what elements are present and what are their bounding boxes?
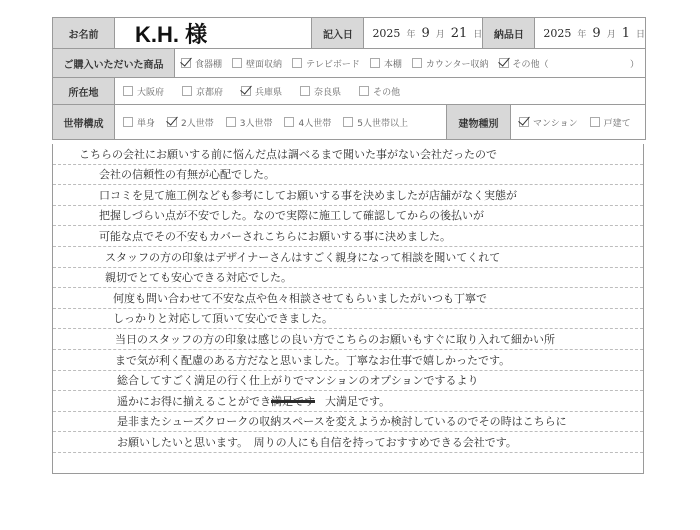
delivery-day-unit: 日 bbox=[635, 29, 645, 40]
household-options bbox=[115, 105, 447, 139]
delivery-month-unit: 月 bbox=[606, 29, 616, 40]
option-bookshelf[interactable]: 本棚 bbox=[370, 57, 402, 70]
comment-line: 把握しづらい点が不安でした。なので実際に施工して確認してからの後払いが bbox=[53, 206, 643, 227]
checkbox[interactable] bbox=[590, 117, 600, 127]
comment-text: 遥かにお得に揃えることができ bbox=[117, 394, 271, 408]
comment-line: お願いしたいと思います。 周りの人にも自信を持っておすすめできる会社です。 bbox=[53, 432, 643, 453]
filled-year-unit: 年 bbox=[406, 29, 416, 40]
location-options bbox=[115, 78, 645, 104]
checkbox[interactable] bbox=[292, 58, 302, 68]
delivery-year: 2025 bbox=[543, 26, 572, 40]
household-label: 世帯構成 bbox=[53, 105, 115, 139]
delivery-month: 9 bbox=[592, 25, 601, 41]
comment-line: 口コミを見て施工例なども参考にしてお願いする事を決めましたが店舗がなく実態が bbox=[53, 185, 643, 206]
checkbox[interactable] bbox=[412, 58, 422, 68]
checkbox-checked[interactable] bbox=[519, 117, 529, 127]
filled-date bbox=[364, 18, 483, 48]
comment-line: 総合してすごく満足の行く仕上がりでマンションのオプションでするより bbox=[53, 371, 643, 392]
delivery-date-label: 納品日 bbox=[483, 18, 535, 48]
checkbox-checked[interactable] bbox=[499, 58, 509, 68]
comment-line: こちらの会社にお願いする前に悩んだ点は調べるまで聞いた事がない会社だったので bbox=[53, 144, 643, 165]
checkbox[interactable] bbox=[182, 86, 192, 96]
comment-line: 当日のスタッフの方の印象は感じの良い方でこちらのお願いもすぐに取り入れて細かい所 bbox=[53, 329, 643, 350]
option-other[interactable]: その他（ bbox=[499, 57, 549, 70]
comment-line: スタッフの方の印象はデザイナーさんはすごく親身になって相談を聞いてくれて bbox=[53, 247, 643, 268]
checkbox-checked[interactable] bbox=[241, 86, 251, 96]
option-wall-storage[interactable]: 壁面収納 bbox=[232, 57, 282, 70]
filled-year: 2025 bbox=[372, 26, 401, 40]
comment-area bbox=[52, 144, 644, 474]
option-osaka[interactable]: 大阪府 bbox=[123, 85, 164, 98]
checkbox[interactable] bbox=[232, 58, 242, 68]
products-row bbox=[53, 49, 645, 78]
option-house[interactable]: 戸建て bbox=[590, 116, 631, 129]
building-label: 建物種別 bbox=[447, 105, 511, 139]
option-nara[interactable]: 奈良県 bbox=[300, 85, 341, 98]
option-tv-board[interactable]: テレビボード bbox=[292, 57, 360, 70]
comment-text-tail: 大満足です。 bbox=[325, 394, 391, 408]
filled-month-unit: 月 bbox=[435, 29, 445, 40]
option-mansion[interactable]: マンション bbox=[519, 116, 578, 129]
delivery-date bbox=[535, 18, 645, 48]
filled-month: 9 bbox=[421, 25, 430, 41]
option-counter-storage[interactable]: カウンター収納 bbox=[412, 57, 489, 70]
other-close-paren: ） bbox=[629, 59, 639, 70]
checkbox[interactable] bbox=[284, 117, 294, 127]
filled-day: 21 bbox=[450, 25, 468, 41]
checkbox[interactable] bbox=[226, 117, 236, 127]
struck-text: 満足です bbox=[271, 394, 315, 408]
checkbox[interactable] bbox=[300, 86, 310, 96]
delivery-year-unit: 年 bbox=[577, 29, 587, 40]
comment-line: 何度も問い合わせて不安な点や色々相談させてもらいましたがいつも丁寧で bbox=[53, 288, 643, 309]
comment-line: しっかりと対応して頂いて安心できました。 bbox=[53, 309, 643, 330]
survey-form bbox=[52, 17, 646, 140]
checkbox-checked[interactable] bbox=[181, 58, 191, 68]
name-label: お名前 bbox=[53, 18, 115, 48]
option-single[interactable]: 単身 bbox=[123, 116, 155, 129]
option-other-location[interactable]: その他 bbox=[359, 85, 400, 98]
comment-line: 是非またシューズクロークの収納スペースを変えようか検討しているのでその時はこちらに bbox=[53, 412, 643, 433]
household-row bbox=[53, 105, 645, 139]
delivery-day: 1 bbox=[621, 25, 630, 41]
checkbox[interactable] bbox=[123, 86, 133, 96]
filled-day-unit: 日 bbox=[473, 29, 483, 40]
comment-line: まで気が利く配慮のある方だなと思いました。丁寧なお仕事で嬉しかったです。 bbox=[53, 350, 643, 371]
option-two-person[interactable]: 2人世帯 bbox=[167, 116, 214, 129]
checkbox[interactable] bbox=[370, 58, 380, 68]
checkbox-checked[interactable] bbox=[167, 117, 177, 127]
option-four-person[interactable]: 4人世帯 bbox=[284, 116, 331, 129]
location-label: 所在地 bbox=[53, 78, 115, 104]
building-options bbox=[511, 105, 645, 139]
option-cupboard[interactable]: 食器棚 bbox=[181, 57, 222, 70]
comment-line-with-correction bbox=[53, 391, 643, 412]
name-cell bbox=[115, 18, 312, 48]
products-options bbox=[175, 49, 645, 77]
option-five-plus[interactable]: 5人世帯以上 bbox=[343, 116, 408, 129]
checkbox[interactable] bbox=[123, 117, 133, 127]
customer-name: K.H. 様 bbox=[135, 21, 208, 47]
checkbox[interactable] bbox=[343, 117, 353, 127]
filled-date-label: 記入日 bbox=[312, 18, 364, 48]
checkbox[interactable] bbox=[359, 86, 369, 96]
location-row bbox=[53, 78, 645, 105]
option-three-person[interactable]: 3人世帯 bbox=[226, 116, 273, 129]
comment-line-empty bbox=[53, 453, 643, 474]
comment-line: 可能な点でその不安もカバーされこちらにお願いする事に決めました。 bbox=[53, 226, 643, 247]
option-hyogo[interactable]: 兵庫県 bbox=[241, 85, 282, 98]
header-row bbox=[53, 18, 645, 49]
comment-line: 親切でとても安心できる対応でした。 bbox=[53, 268, 643, 289]
comment-line: 会社の信頼性の有無が心配でした。 bbox=[53, 165, 643, 186]
products-label: ご購入いただいた商品 bbox=[53, 49, 175, 77]
option-kyoto[interactable]: 京都府 bbox=[182, 85, 223, 98]
